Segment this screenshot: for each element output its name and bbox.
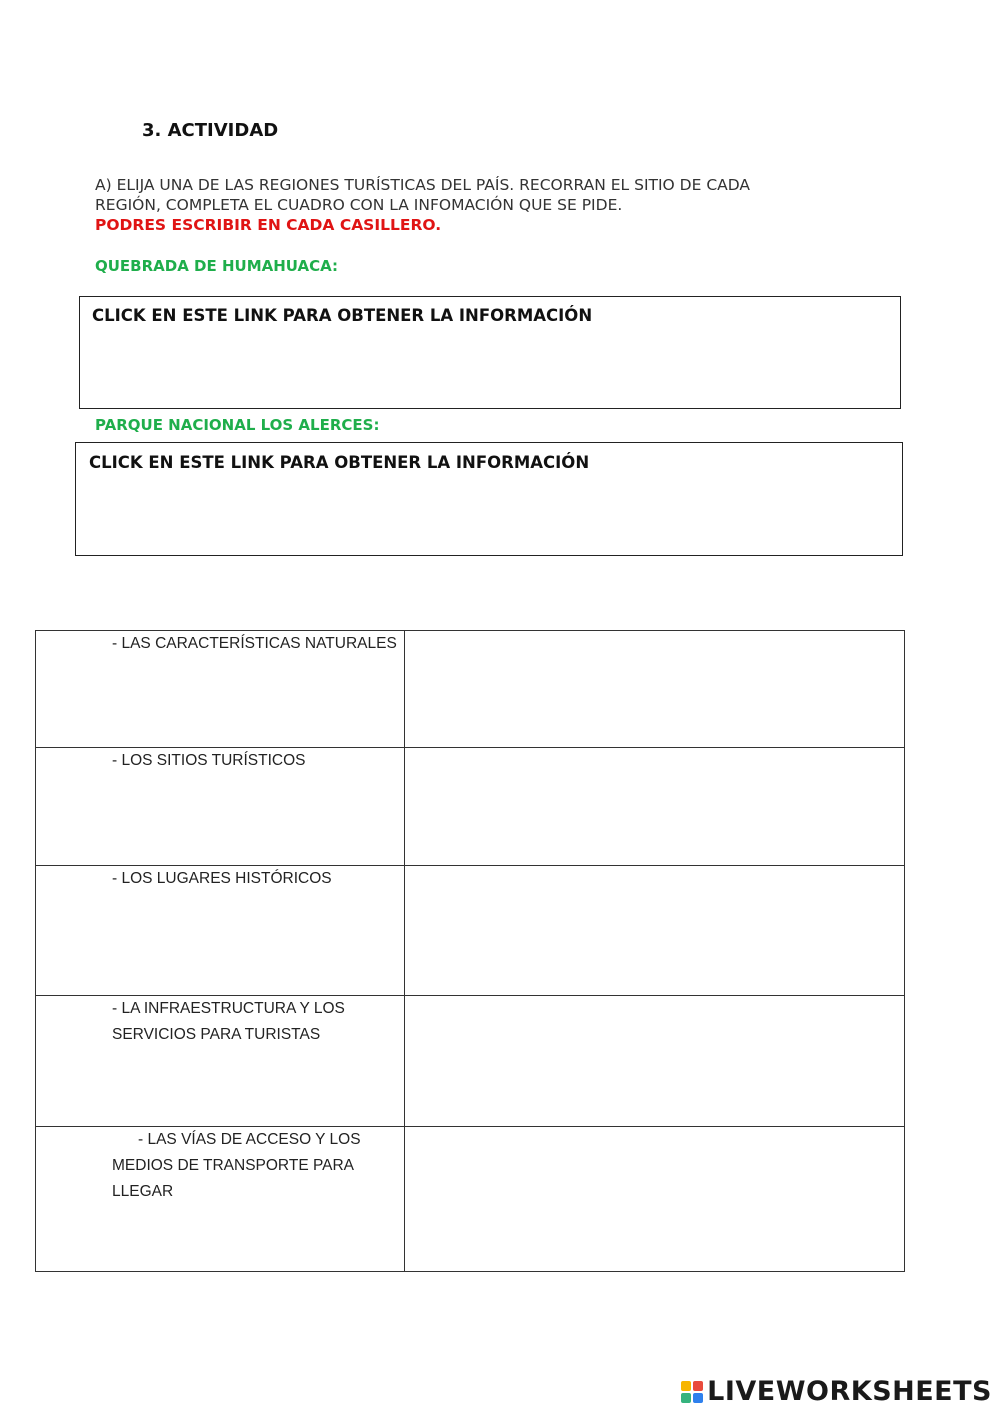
row-label-line: SERVICIOS PARA TURISTAS — [112, 1026, 321, 1043]
instructions-line-1: A) ELIJA UNA DE LAS REGIONES TURÍSTICAS DEL PAÍS. RECORRAN EL SITIO DE CADA — [95, 176, 751, 194]
table-row — [36, 866, 905, 996]
region-label-humahuaca: QUEBRADA DE HUMAHUACA: — [95, 257, 339, 275]
table-row-label — [36, 1127, 405, 1272]
answer-field-access-transport[interactable] — [405, 1127, 905, 1272]
table-row — [36, 748, 905, 866]
table-row — [36, 1127, 905, 1272]
instructions — [95, 175, 915, 235]
table-row-label — [36, 996, 405, 1127]
info-link-text[interactable]: CLICK EN ESTE LINK PARA OBTENER LA INFORMACIÓN — [92, 306, 593, 325]
answer-field-infrastructure[interactable] — [405, 996, 905, 1127]
liveworksheets-logo — [681, 1376, 992, 1407]
row-label-line: - LA INFRAESTRUCTURA Y LOS — [112, 1000, 345, 1017]
info-link-box-alerces[interactable] — [75, 442, 903, 556]
table-row — [36, 631, 905, 748]
answer-field-tourist-sites[interactable] — [405, 748, 905, 866]
row-label-line: LLEGAR — [112, 1183, 174, 1200]
liveworksheets-logo-icon — [681, 1381, 703, 1403]
liveworksheets-logo-text: LIVEWORKSHEETS — [707, 1376, 992, 1407]
region-label-alerces: PARQUE NACIONAL LOS ALERCES: — [95, 416, 380, 434]
info-link-text[interactable]: CLICK EN ESTE LINK PARA OBTENER LA INFORMACIÓN — [89, 453, 590, 472]
info-table — [35, 630, 905, 1272]
answer-field-natural-features[interactable] — [405, 631, 905, 748]
info-link-box-humahuaca[interactable] — [79, 296, 901, 409]
row-label-line: MEDIOS DE TRANSPORTE PARA — [112, 1157, 355, 1174]
instructions-line-2: REGIÓN, COMPLETA EL CUADRO CON LA INFOMACIÓN QUE SE PIDE. — [95, 196, 623, 214]
row-label-line: - LAS VÍAS DE ACCESO Y LOS — [138, 1131, 361, 1148]
table-row — [36, 996, 905, 1127]
answer-field-historic-places[interactable] — [405, 866, 905, 996]
row-label-line: - LOS SITIOS TURÍSTICOS — [112, 752, 306, 769]
row-label-line: - LOS LUGARES HISTÓRICOS — [112, 870, 332, 887]
row-label-line: - LAS CARACTERÍSTICAS NATURALES — [112, 635, 397, 652]
table-row-label — [36, 748, 405, 866]
instructions-note: PODRES ESCRIBIR EN CADA CASILLERO. — [95, 216, 442, 234]
table-row-label — [36, 631, 405, 748]
table-row-label — [36, 866, 405, 996]
page-title: 3. ACTIVIDAD — [142, 120, 279, 141]
